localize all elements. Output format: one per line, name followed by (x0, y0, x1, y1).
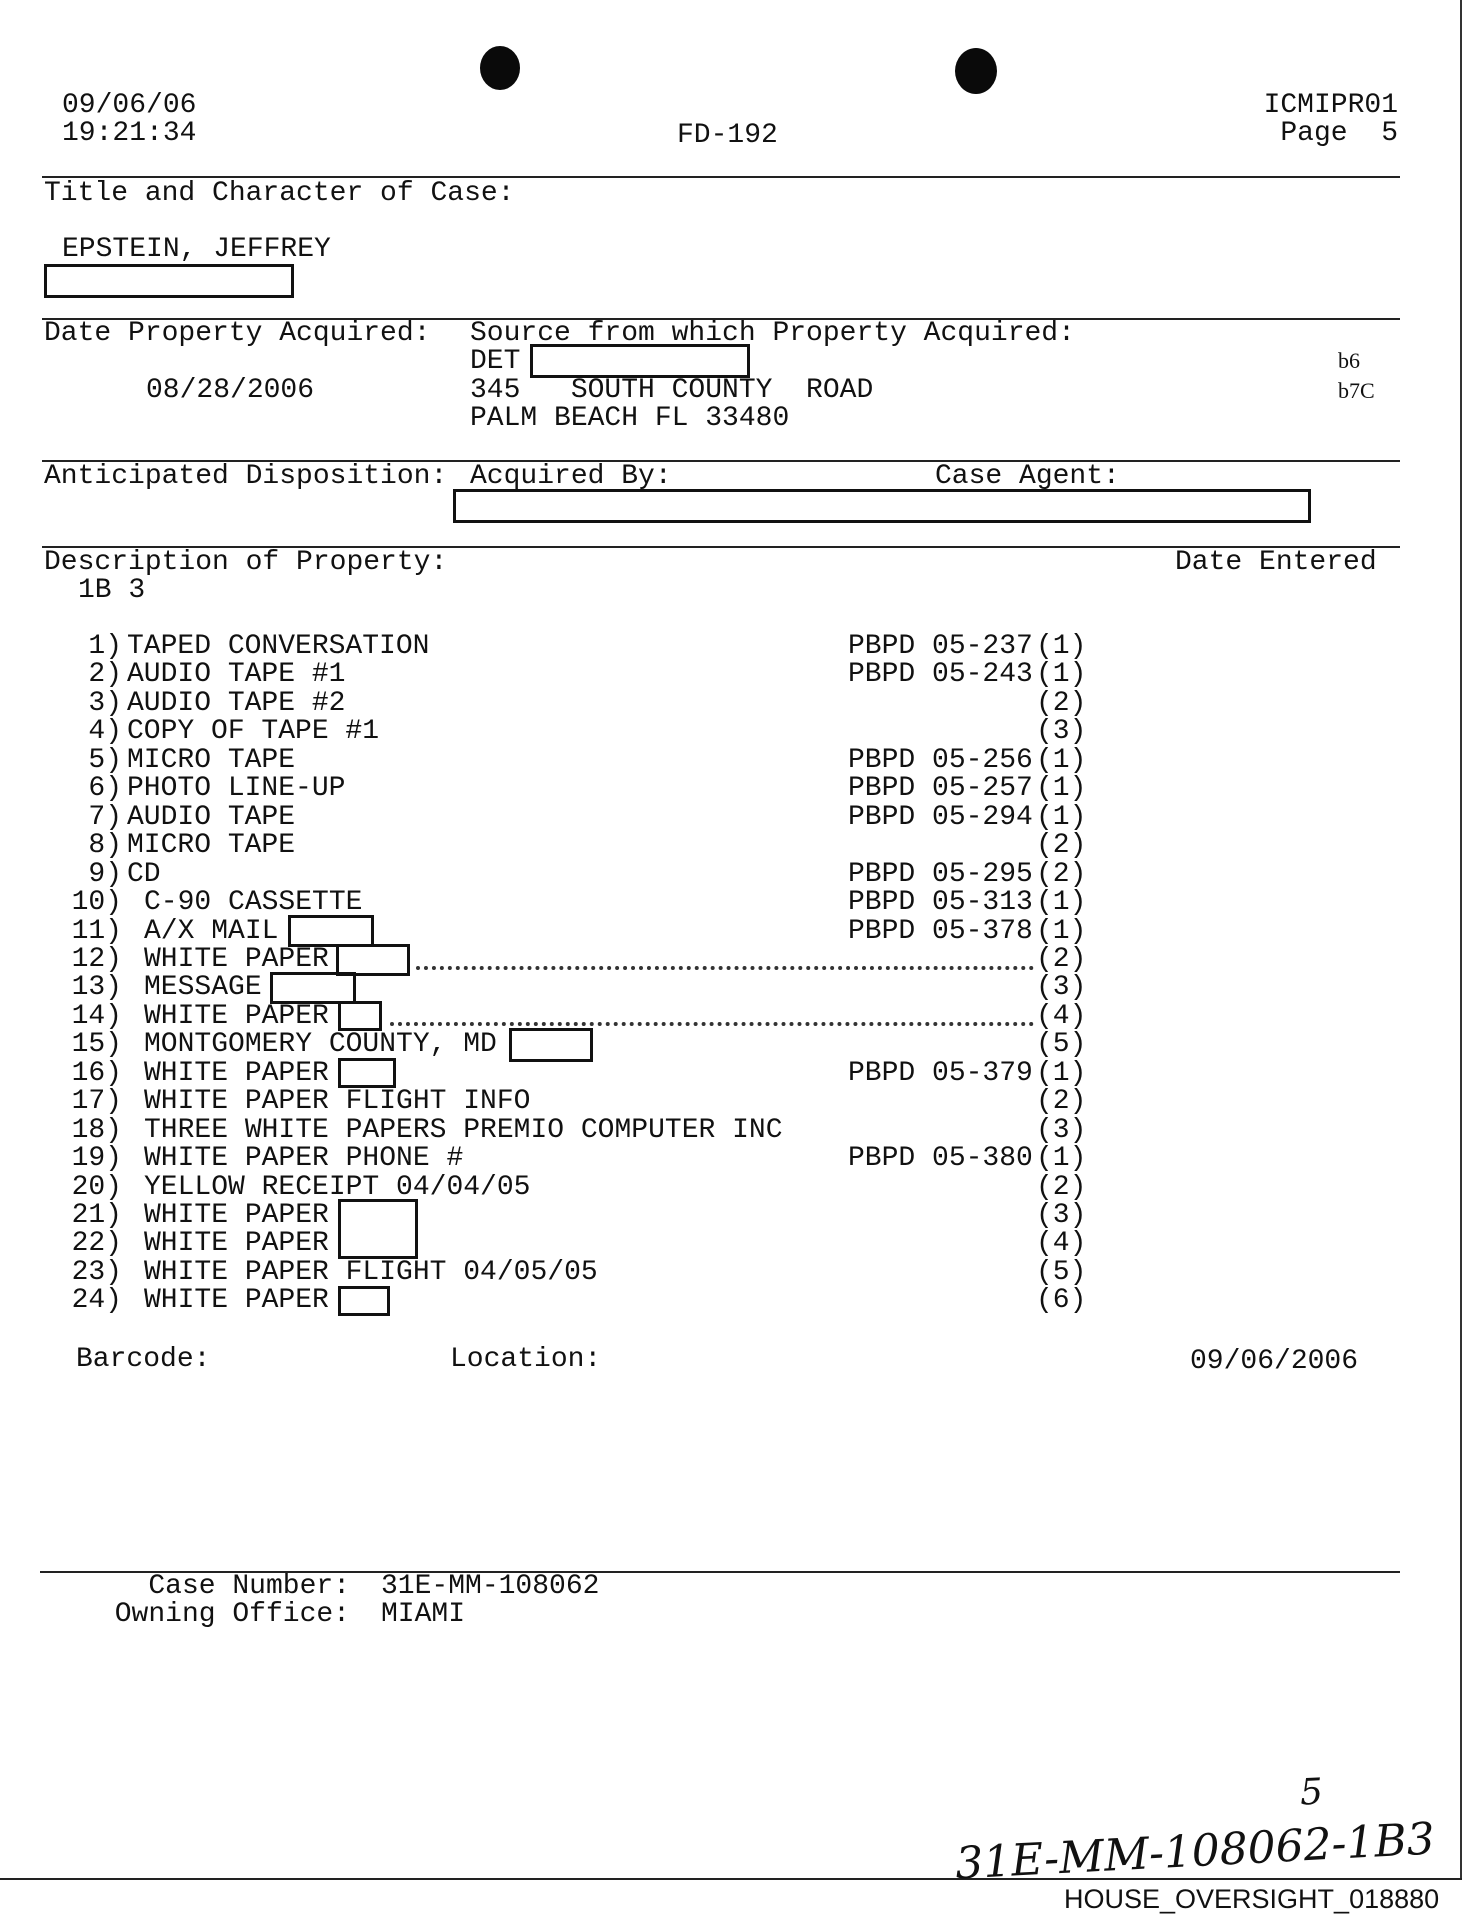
item-reference: PBPD 05-295 (848, 859, 1033, 890)
item-description: COPY OF TAPE #1 (127, 716, 380, 747)
redaction-box (44, 264, 294, 298)
item-number: 1) (88, 631, 122, 662)
handwritten-serial: 31E-MM-108062-1B3 (953, 1813, 1436, 1890)
source-address: 345 SOUTH COUNTY ROAD (470, 375, 874, 406)
header-time: 19:21:34 (62, 118, 197, 149)
item-description: MICRO TAPE (127, 745, 296, 776)
item-number: 9) (88, 859, 122, 890)
bates-number: HOUSE_OVERSIGHT_018880 (1064, 1884, 1440, 1914)
item-reference: PBPD 05-237 (848, 631, 1033, 662)
case-number-label: Case Number: (148, 1571, 350, 1602)
case-subject-name: EPSTEIN, JEFFREY (62, 234, 331, 265)
item-number: 7) (88, 802, 122, 833)
item-description: MONTGOMERY COUNTY, MD (144, 1029, 497, 1060)
item-description: TAPED CONVERSATION (127, 631, 430, 662)
item-sub-number: (5) (1036, 1257, 1087, 1288)
item-number: 4) (88, 716, 122, 747)
redaction-box (530, 344, 750, 378)
item-sub-number: (1) (1036, 773, 1087, 804)
item-sub-number: (4) (1036, 1228, 1087, 1259)
item-sub-number: (6) (1036, 1285, 1087, 1316)
item-description: THREE WHITE PAPERS PREMIO COMPUTER INC (144, 1115, 783, 1146)
item-number: 13) (71, 972, 122, 1003)
item-description: WHITE PAPER (144, 1058, 329, 1089)
item-description: WHITE PAPER (144, 1200, 329, 1231)
item-sub-number: (3) (1036, 1115, 1087, 1146)
disposition-label: Anticipated Disposition: (44, 461, 448, 492)
item-number: 21) (71, 1200, 122, 1231)
item-reference: PBPD 05-294 (848, 802, 1033, 833)
item-number: 10) (71, 887, 122, 918)
handwritten-mark: 5 (1298, 1771, 1324, 1814)
source-det: DET (470, 346, 521, 377)
item-sub-number: (2) (1036, 859, 1087, 890)
item-description: PHOTO LINE-UP (127, 773, 346, 804)
item-sub-number: (1) (1036, 1058, 1087, 1089)
item-reference: PBPD 05-379 (848, 1058, 1033, 1089)
item-number: 6) (88, 773, 122, 804)
punch-hole-right (955, 48, 997, 94)
item-description: WHITE PAPER (144, 944, 329, 975)
leader-dots (416, 966, 1034, 970)
item-number: 16) (71, 1058, 122, 1089)
case-agent-label: Case Agent: (935, 461, 1120, 492)
item-reference: PBPD 05-378 (848, 916, 1033, 947)
source-label: Source from which Property Acquired: (470, 318, 1075, 349)
description-label: Description of Property: (44, 547, 448, 578)
date-acquired-label: Date Property Acquired: (44, 318, 431, 349)
item-number: 23) (71, 1257, 122, 1288)
item-sub-number: (1) (1036, 916, 1087, 947)
form-number: FD-192 (677, 120, 778, 151)
date-entered-label: Date Entered (1175, 547, 1377, 578)
header-date: 09/06/06 (62, 90, 197, 121)
title-label: Title and Character of Case: (44, 178, 515, 209)
item-description: WHITE PAPER PHONE # (144, 1143, 464, 1174)
item-sub-number: (1) (1036, 1143, 1087, 1174)
item-sub-number: (2) (1036, 1086, 1087, 1117)
owning-office-label: Owning Office: (114, 1599, 350, 1630)
item-sub-number: (1) (1036, 887, 1087, 918)
item-description: AUDIO TAPE (127, 802, 296, 833)
item-number: 2) (88, 659, 122, 690)
redaction-box (288, 915, 374, 947)
redaction-box (338, 1199, 418, 1259)
item-description: WHITE PAPER (144, 1285, 329, 1316)
item-sub-number: (2) (1036, 1172, 1087, 1203)
item-sub-number: (3) (1036, 716, 1087, 747)
item-number: 22) (71, 1228, 122, 1259)
item-description: MESSAGE (144, 972, 262, 1003)
redaction-box (509, 1028, 593, 1062)
exemption-code: b6 (1338, 348, 1360, 373)
item-sub-number: (1) (1036, 745, 1087, 776)
redaction-box (270, 972, 356, 1004)
item-sub-number: (3) (1036, 1200, 1087, 1231)
item-sub-number: (1) (1036, 802, 1087, 833)
item-sub-number: (2) (1036, 830, 1087, 861)
item-description: WHITE PAPER FLIGHT INFO (144, 1086, 531, 1117)
leader-dots (390, 1022, 1034, 1026)
barcode-label: Barcode: (76, 1344, 211, 1375)
page-right-edge (1460, 0, 1462, 1880)
item-sub-number: (1) (1036, 659, 1087, 690)
item-sub-number: (4) (1036, 1001, 1087, 1032)
item-sub-number: (1) (1036, 631, 1087, 662)
item-reference: PBPD 05-313 (848, 887, 1033, 918)
case-number: 31E-MM-108062 (381, 1571, 600, 1602)
item-description: AUDIO TAPE #1 (127, 659, 346, 690)
date-entered: 09/06/2006 (1190, 1346, 1359, 1377)
item-reference: PBPD 05-257 (848, 773, 1033, 804)
redaction-box (453, 489, 1311, 523)
item-number: 5) (88, 745, 122, 776)
item-reference: PBPD 05-243 (848, 659, 1033, 690)
program-id: ICMIPR01 (1263, 90, 1398, 121)
item-number: 12) (71, 944, 122, 975)
item-number: 18) (71, 1115, 122, 1146)
item-sub-number: (5) (1036, 1029, 1087, 1060)
redaction-box (338, 1001, 382, 1031)
item-description: A/X MAIL (144, 916, 279, 947)
item-sub-number: (2) (1036, 688, 1087, 719)
redaction-box (338, 1286, 390, 1316)
item-code: 1B 3 (78, 575, 146, 606)
acquired-by-label: Acquired By: (470, 461, 672, 492)
item-number: 24) (71, 1285, 122, 1316)
item-reference: PBPD 05-256 (848, 745, 1033, 776)
item-description: WHITE PAPER (144, 1001, 329, 1032)
item-number: 8) (88, 830, 122, 861)
item-number: 11) (71, 916, 122, 947)
item-description: CD (127, 859, 161, 890)
location-label: Location: (450, 1344, 602, 1375)
item-number: 15) (71, 1029, 122, 1060)
item-number: 19) (71, 1143, 122, 1174)
item-number: 17) (71, 1086, 122, 1117)
item-sub-number: (2) (1036, 944, 1087, 975)
page-bottom-edge (0, 1878, 1462, 1880)
item-description: WHITE PAPER FLIGHT 04/05/05 (144, 1257, 598, 1288)
item-number: 20) (71, 1172, 122, 1203)
punch-hole-left (480, 46, 520, 90)
item-description: WHITE PAPER (144, 1228, 329, 1259)
date-acquired: 08/28/2006 (146, 375, 315, 406)
page-number: Page 5 (1280, 118, 1398, 149)
source-city: PALM BEACH FL 33480 (470, 403, 790, 434)
item-description: MICRO TAPE (127, 830, 296, 861)
item-description: YELLOW RECEIPT 04/04/05 (144, 1172, 531, 1203)
item-reference: PBPD 05-380 (848, 1143, 1033, 1174)
item-description: AUDIO TAPE #2 (127, 688, 346, 719)
redaction-box (338, 1058, 396, 1088)
item-number: 3) (88, 688, 122, 719)
exemption-code: b7C (1338, 378, 1375, 403)
item-sub-number: (3) (1036, 972, 1087, 1003)
item-number: 14) (71, 1001, 122, 1032)
item-description: C-90 CASSETTE (144, 887, 363, 918)
owning-office: MIAMI (381, 1599, 466, 1630)
